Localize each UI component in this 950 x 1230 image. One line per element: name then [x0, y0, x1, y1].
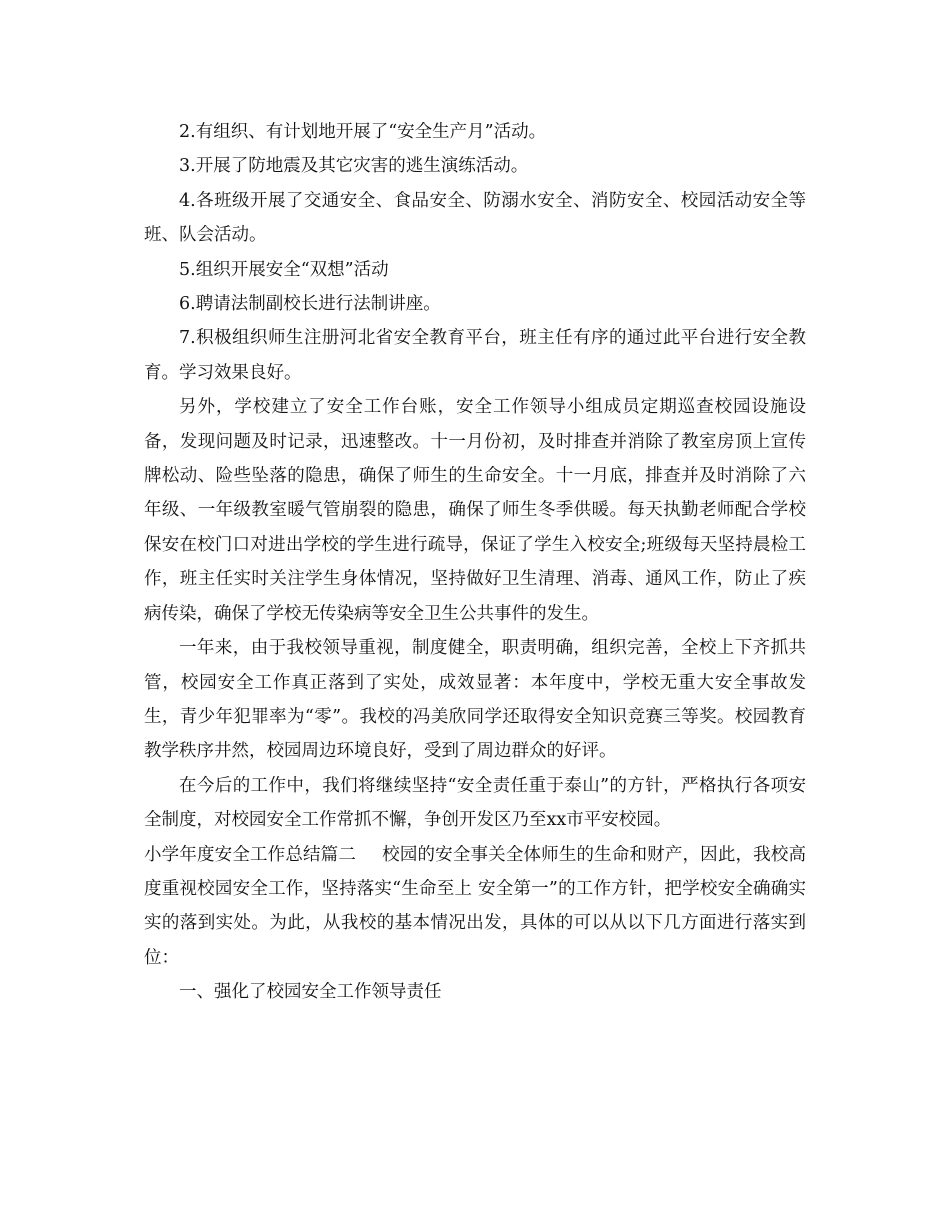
- section-heading: 小学年度安全工作总结篇二: [144, 844, 356, 865]
- paragraph-item-2: 2.有组织、有计划地开展了“安全生产月”活动。: [179, 122, 547, 142]
- paragraph-item-7: 7.积极组织师生注册河北省安全教育平台，班主任有序的通过此平台进行安全教育。学习效果良好。: [144, 328, 806, 383]
- paragraph-item-5: 5.组织开展安全“双想”活动: [179, 259, 389, 280]
- section-body: 校园的安全事关全体师生的生命和财产，因此，我校高度重视校园安全工作，坚持落实“生命至上 安全第一”的工作方针，把学校安全确确实实的落到实处。为此，从我校的基本情况出发，具体的可以从以下几方面进行落实到位：: [144, 844, 806, 968]
- subsection-heading: 一、强化了校园安全工作领导责任: [179, 982, 442, 1003]
- paragraph-future-work: 在今后的工作中，我们将继续坚持“安全责任重于泰山”的方针，严格执行各项安全制度，对校园安全工作常抓不懈，争创开发区乃至xx市平安校园。: [144, 775, 806, 831]
- paragraph-additional: 另外，学校建立了安全工作台账，安全工作领导小组成员定期巡查校园设施设备，发现问题及时记录，迅速整改。十一月份初，及时排查并消除了教室房顶上宣传牌松动、险些坠落的隐患，确保了师生的生命安全。十一月底，排查并及时消除了六年级、一年级教室暖气管崩裂的隐患，确保了师生冬季供暖。每天执勤老师配合学校保安在校门口对进出学校的学生进行疏导，保证了学生入校安全;班级每天坚持晨检工作，班主任实时关注学生身体情况，坚持做好卫生清理、消毒、通风工作，防止了疾病传染，确保了学校无传染病等安全卫生公共事件的发生。: [144, 397, 806, 624]
- paragraph-item-6: 6.聘请法制副校长进行法制讲座。: [179, 294, 441, 315]
- paragraph-item-4: 4.各班级开展了交通安全、食品安全、防溺水安全、消防安全、校园活动安全等班、队会活动。: [144, 190, 806, 246]
- section-two-paragraph: [144, 838, 806, 976]
- paragraph-year-summary: 一年来，由于我校领导重视，制度健全，职责明确，组织完善，全校上下齐抓共管，校园安全工作真正落到了实处，成效显著：本年度中，学校无重大安全事故发生，青少年犯罪率为“零”。我校的冯美欣同学还取得安全知识竞赛三等奖。校园教育教学秩序井然，校园周边环境良好，受到了周边群众的好评。: [144, 638, 806, 762]
- paragraph-item-3: 3.开展了防地震及其它灾害的逃生演练活动。: [179, 156, 529, 177]
